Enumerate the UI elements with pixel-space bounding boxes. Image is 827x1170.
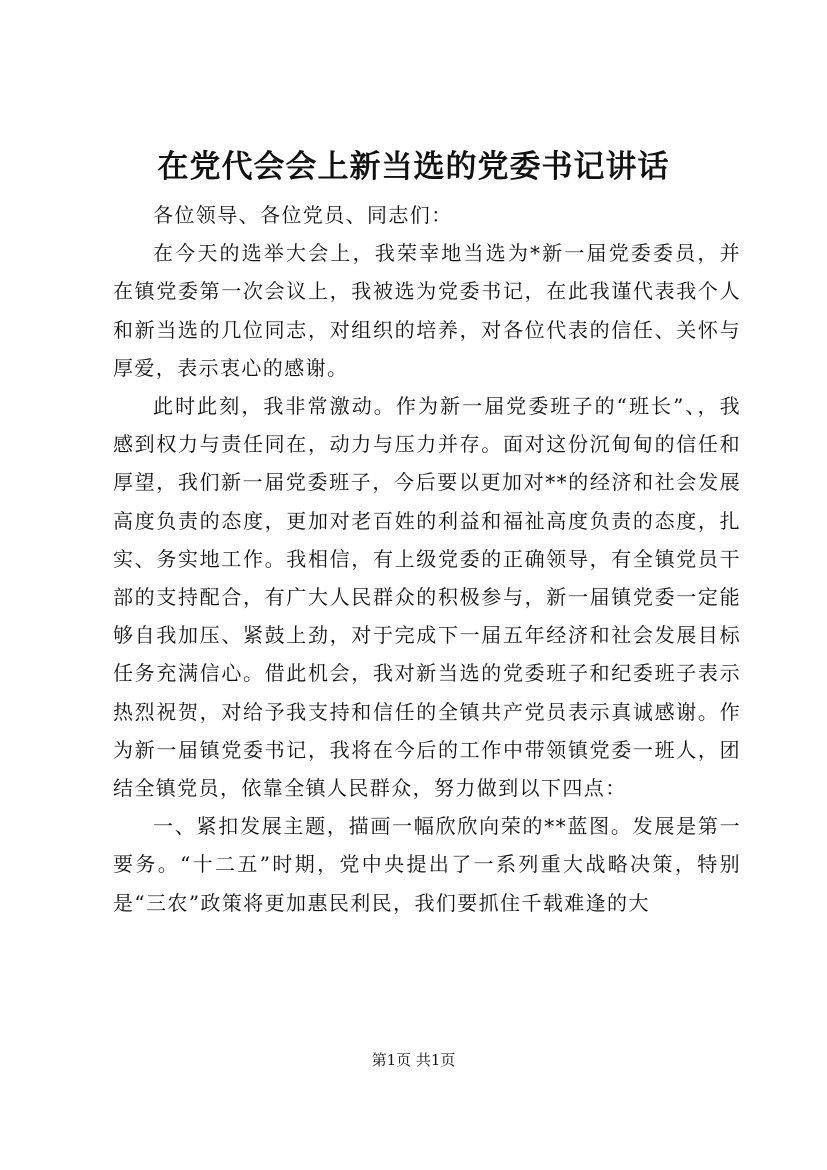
body-paragraph: 一、紧扣发展主题，描画一幅欣欣向荣的**蓝图。发展是第一要务。“十二五”时期，党中央提出了一系列重大战略决策，特别是“三农”政策将更加惠民利民，我们要抓住千载难逢的大 xyxy=(113,814,741,915)
page-footer: 第1页 共1页 xyxy=(371,1051,456,1069)
salutation-paragraph: 各位领导、各位党员、同志们： xyxy=(153,203,453,227)
document-body xyxy=(113,196,741,922)
body-paragraph: 此时此刻，我非常激动。作为新一届党委班子的“班长”、，我感到权力与责任同在，动力与压力并存。面对这份沉甸甸的信任和厚望，我们新一届党委班子，今后要以更加对**的经济和社会发展高度负责的态度，更加对老百姓的利益和福祉高度负责的态度，扎实、务实地工作。我相信，有上级党委的正确领导，有全镇党员干部的支持配合，有广大人民群众的积极参与，新一届镇党委一定能够自我加压、紧鼓上劲，对于完成下一届五年经济和社会发展目标任务充满信心。借此机会，我对新当选的党委班子和纪委班子表示热烈祝贺，对给予我支持和信任的全镇共产党员表示真诚感谢。作为新一届镇党委书记，我将在今后的工作中带领镇党委一班人，团结全镇党员，依靠全镇人民群众，努力做到以下四点： xyxy=(113,394,741,801)
document-title: 在党代会会上新当选的党委书记讲话 xyxy=(157,149,670,185)
body-paragraph: 在今天的选举大会上，我荣幸地当选为*新一届党委委员，并在镇党委第一次会议上，我被选为党委书记，在此我谨代表我个人和新当选的几位同志，对组织的培养，对各位代表的信任、关怀与厚爱，表示衷心的感谢。 xyxy=(113,241,741,380)
